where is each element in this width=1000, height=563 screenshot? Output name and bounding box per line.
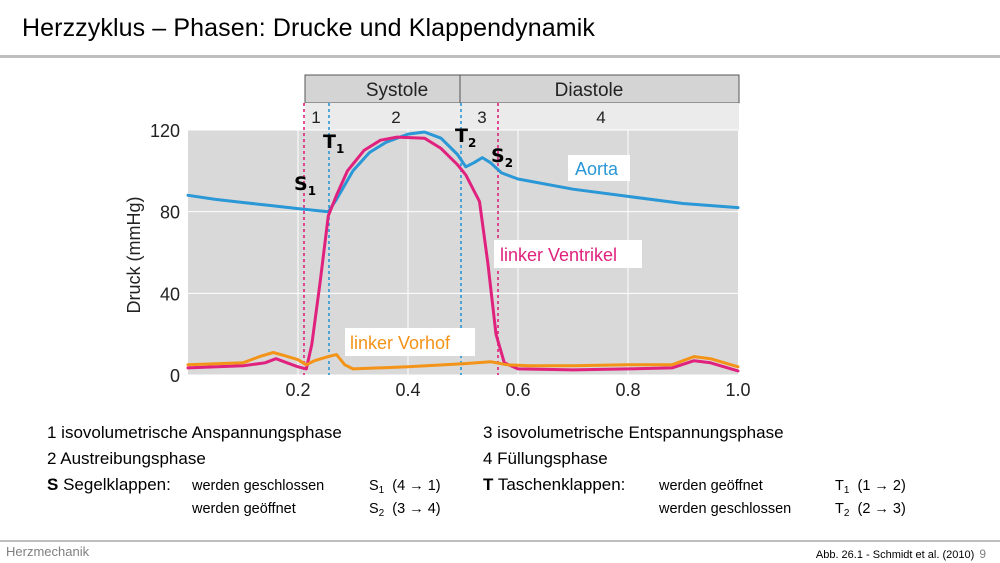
legend-s1-code: $S_1$ (4 → 1) (369, 478, 441, 496)
x-axis-ticks (285, 380, 750, 400)
legend-s-opened: werden geöffnet (192, 501, 296, 517)
x-tick-label-4: 1.0 (725, 380, 751, 400)
phase-number-row (305, 103, 739, 130)
y-axis-label: Druck (mmHg) (124, 196, 144, 314)
phase-number-3: 3 (477, 108, 487, 127)
phase-number-2: 2 (391, 108, 401, 127)
y-tick-label-1: 40 (159, 284, 180, 305)
marker-t1: $T_1$ (323, 131, 345, 156)
legend-taschenklappen (483, 475, 625, 495)
page-title: Herzzyklus – Phasen: Drucke und Klappendynamik (22, 14, 595, 42)
x-tick-label-3: 0.8 (615, 380, 641, 400)
legend-s2-code: $S_2$ (3 → 4) (369, 501, 441, 519)
phase-number-4: 4 (596, 108, 606, 127)
y-tick-label-2: 80 (159, 202, 180, 223)
legend-phase-4: 4 Füllungsphase (483, 449, 608, 468)
marker-s2: $S_2$ (491, 145, 514, 170)
aorta-label: Aorta (575, 159, 619, 179)
y-axis-ticks (150, 121, 180, 386)
legend-phase-1: 1 isovolumetrische Anspannungsphase (47, 423, 342, 442)
footer-divider (0, 540, 1000, 542)
x-tick-label-1: 0.4 (395, 380, 421, 400)
source-citation: Abb. 26.1 - Schmidt et al. (2010) (815, 549, 975, 561)
systole-label: Systole (365, 80, 429, 101)
legend-s-letter: S (47, 475, 59, 494)
page-number: 9 (979, 547, 986, 561)
legend-phase-3: 3 isovolumetrische Entspannungsphase (483, 423, 784, 442)
legend-t-letter: T (483, 475, 494, 494)
legend-segelklappen (47, 475, 171, 495)
x-tick-label-0: 0.2 (285, 380, 311, 400)
y-tick-label-3: 120 (149, 121, 180, 141)
legend-t-closed: werden geschlossen (659, 501, 792, 517)
legend-s-text: Segelklappen: (63, 475, 171, 494)
legend-phase-2: 2 Austreibungsphase (47, 449, 206, 468)
phase-number-1: 1 (311, 108, 321, 127)
legend-s-closed: werden geschlossen (192, 478, 325, 494)
ventrikel-label: linker Ventrikel (500, 245, 618, 265)
y-tick-label-0: 0 (169, 366, 180, 386)
legend-t-text: Taschenklappen: (497, 475, 626, 494)
marker-s1: $S_1$ (294, 173, 317, 198)
legend-t2-code: $T_2$ (2 → 3) (835, 501, 906, 519)
footer-section-label: Herzmechanik (6, 544, 90, 559)
diastole-label: Diastole (554, 80, 624, 101)
x-tick-label-2: 0.6 (505, 380, 531, 400)
vorhof-label: linker Vorhof (350, 333, 451, 353)
marker-t2: $T_2$ (455, 125, 477, 150)
legend-t-opened: werden geöffnet (659, 478, 763, 494)
footer-source (816, 547, 986, 561)
legend-t1-code: $T_1$ (1 → 2) (835, 478, 906, 496)
